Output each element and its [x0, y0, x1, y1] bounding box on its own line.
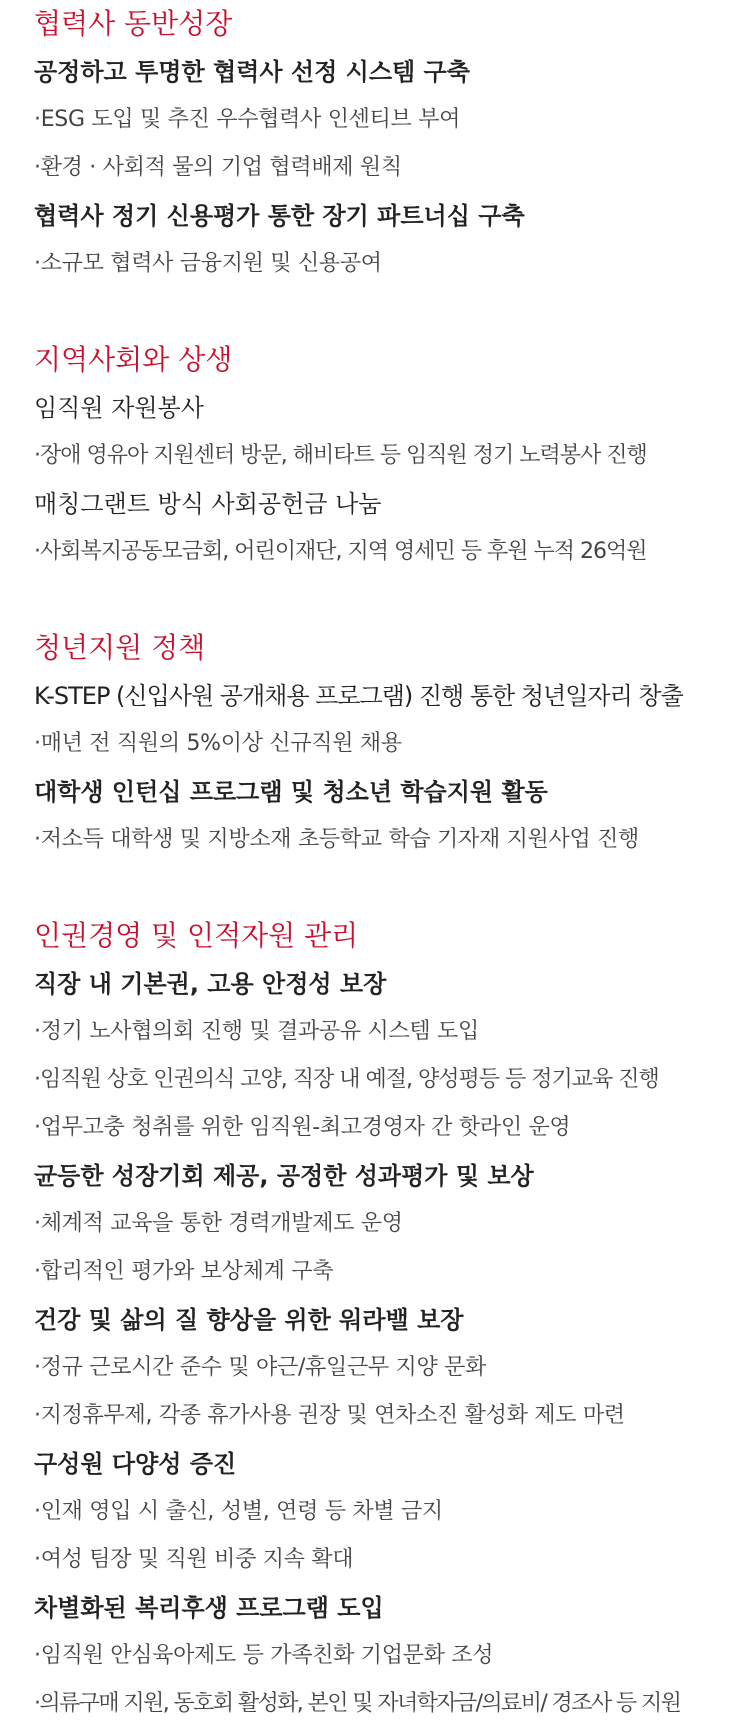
list-item: ·의류구매 지원, 동호회 활성화, 본인 및 자녀학자금/의료비/ 경조사 등 지원	[34, 1691, 681, 1716]
group-title: K-STEP (신입사원 공개채용 프로그램) 진행 통한 청년일자리 창출	[34, 682, 683, 710]
list-item: ·여성 팀장 및 직원 비중 지속 확대	[34, 1547, 354, 1572]
list-item: ·ESG 도입 및 추진 우수협력사 인센티브 부여	[34, 107, 461, 132]
list-item: ·사회복지공동모금회, 어린이재단, 지역 영세민 등 후원 누적 26억원	[34, 539, 647, 564]
list-item: ·저소득 대학생 및 지방소재 초등학교 학습 기자재 지원사업 진행	[34, 827, 639, 852]
list-item: ·합리적인 평가와 보상체계 구축	[34, 1259, 334, 1284]
section-title: 협력사 동반성장	[34, 7, 233, 40]
list-item: ·임직원 안심육아제도 등 가족친화 기업문화 조성	[34, 1643, 494, 1668]
group-title: 직장 내 기본권, 고용 안정성 보장	[34, 970, 387, 998]
group-title: 매칭그랜트 방식 사회공헌금 나눔	[34, 490, 382, 518]
group-title: 차별화된 복리후생 프로그램 도입	[34, 1594, 384, 1622]
section-community	[34, 336, 734, 576]
section-partner-growth	[34, 0, 734, 288]
list-item: ·정규 근로시간 준수 및 야근/휴일근무 지양 문화	[34, 1355, 487, 1380]
list-item: ·임직원 상호 인권의식 고양, 직장 내 예절, 양성평등 등 정기교육 진행	[34, 1067, 659, 1092]
group-title: 임직원 자원봉사	[34, 394, 204, 422]
group-title: 대학생 인턴십 프로그램 및 청소년 학습지원 활동	[34, 778, 548, 806]
list-item: ·인재 영입 시 출신, 성별, 연령 등 차별 금지	[34, 1499, 443, 1524]
list-item: ·정기 노사협의회 진행 및 결과공유 시스템 도입	[34, 1019, 479, 1044]
section-spacer	[34, 576, 734, 624]
section-title: 지역사회와 상생	[34, 343, 233, 376]
list-item: ·장애 영유아 지원센터 방문, 해비타트 등 임직원 정기 노력봉사 진행	[34, 443, 647, 468]
list-item: ·지정휴무제, 각종 휴가사용 권장 및 연차소진 활성화 제도 마련	[34, 1403, 625, 1428]
group-title: 구성원 다양성 증진	[34, 1450, 237, 1478]
section-title: 청년지원 정책	[34, 631, 206, 664]
section-spacer	[34, 864, 734, 912]
group-title: 건강 및 삶의 질 향상을 위한 워라밸 보장	[34, 1306, 464, 1334]
list-item: ·체계적 교육을 통한 경력개발제도 운영	[34, 1211, 403, 1236]
section-youth-support	[34, 624, 734, 864]
section-spacer	[34, 288, 734, 336]
list-item: ·환경 · 사회적 물의 기업 협력배제 원칙	[34, 155, 402, 180]
section-title: 인권경영 및 인적자원 관리	[34, 919, 359, 952]
section-human-rights	[34, 912, 734, 1728]
group-title: 균등한 성장기회 제공, 공정한 성과평가 및 보상	[34, 1162, 534, 1190]
list-item: ·매년 전 직원의 5%이상 신규직원 채용	[34, 731, 402, 756]
list-item: ·업무고충 청취를 위한 임직원-최고경영자 간 핫라인 운영	[34, 1115, 571, 1140]
group-title: 협력사 정기 신용평가 통한 장기 파트너십 구축	[34, 202, 525, 230]
list-item: ·소규모 협력사 금융지원 및 신용공여	[34, 251, 382, 276]
esg-content	[34, 0, 734, 1728]
group-title: 공정하고 투명한 협력사 선정 시스템 구축	[34, 58, 470, 86]
